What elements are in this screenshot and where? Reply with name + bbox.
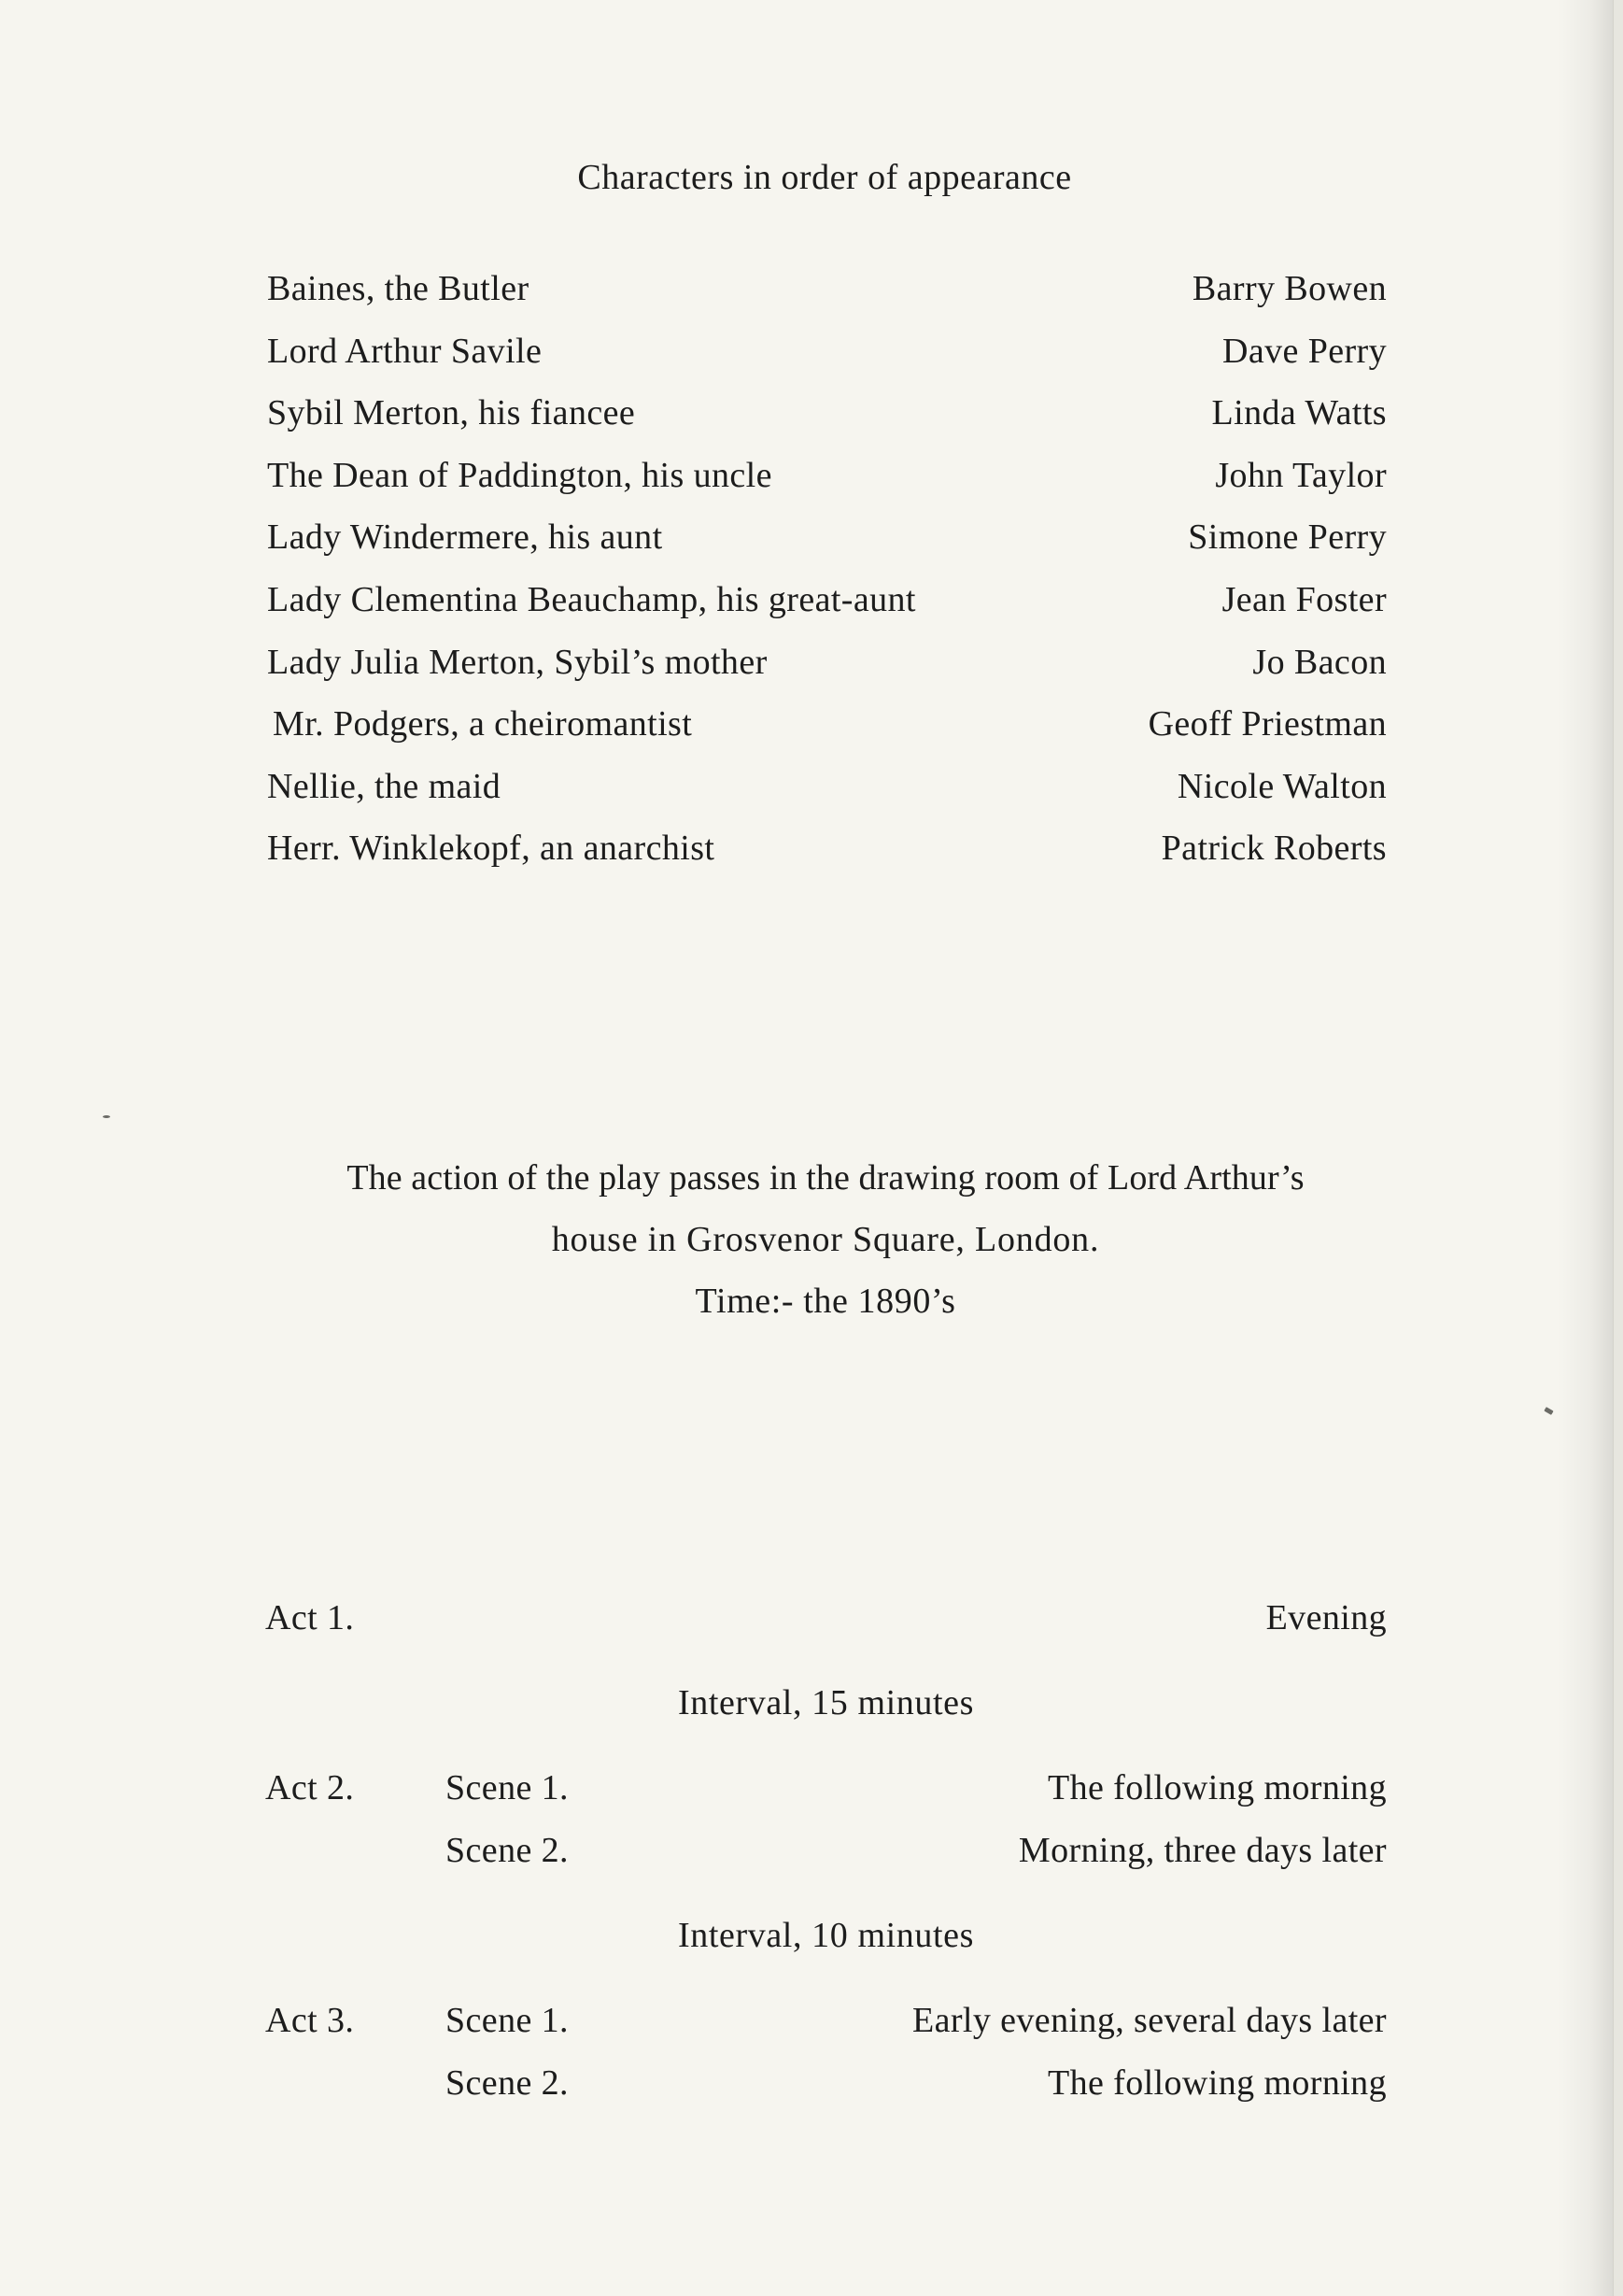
cast-heading: Characters in order of appearance	[577, 158, 1072, 197]
scene-time: Early evening, several days later	[911, 2001, 1387, 2040]
character-name: Mr. Podgers, a cheiromantist	[273, 704, 693, 744]
setting-description	[264, 1147, 1387, 1332]
act-schedule	[265, 1593, 1387, 2116]
scene-row	[265, 2058, 1387, 2108]
actor-name: Barry Bowen	[1192, 269, 1387, 308]
setting-line: house in Grosvenor Square, London.	[551, 1220, 1100, 1259]
cast-row	[267, 637, 1387, 700]
cast-row	[267, 388, 1387, 450]
cast-row	[267, 574, 1387, 637]
act-time: Evening	[1265, 1598, 1387, 1637]
scene-label: Scene 2.	[445, 2063, 569, 2103]
scene-label: Scene 2.	[445, 1831, 569, 1870]
cast-row	[267, 823, 1387, 886]
actor-name: John Taylor	[1215, 455, 1387, 495]
act-row	[265, 1763, 1387, 1813]
setting-line: The action of the play passes in the drawing room of Lord Arthur’s	[346, 1158, 1305, 1198]
character-name: Sybil Merton, his fiancee	[267, 393, 636, 433]
cast-row	[267, 450, 1387, 513]
interval-label: Interval, 10 minutes	[678, 1916, 974, 1955]
cast-row	[267, 326, 1387, 389]
character-name: Herr. Winklekopf, an anarchist	[267, 829, 715, 869]
act-label: Act 3.	[265, 2001, 355, 2040]
scene-label: Scene 1.	[445, 1768, 569, 1807]
page-edge-strip	[1613, 0, 1623, 2296]
scene-time: Morning, three days later	[1018, 1831, 1387, 1870]
cast-row	[267, 512, 1387, 574]
character-name: Lady Julia Merton, Sybil’s mother	[267, 642, 768, 682]
act-row	[265, 1593, 1387, 1643]
actor-name: Linda Watts	[1211, 393, 1387, 433]
cast-list	[267, 263, 1387, 886]
character-name: The Dean of Paddington, his uncle	[267, 455, 772, 495]
actor-name: Patrick Roberts	[1161, 829, 1387, 869]
interval-label: Interval, 15 minutes	[678, 1683, 974, 1722]
act-label: Act 2.	[265, 1768, 355, 1807]
character-name: Baines, the Butler	[267, 269, 529, 308]
actor-name: Simone Perry	[1188, 517, 1387, 558]
scene-time: The following morning	[1047, 2063, 1387, 2103]
cast-row	[267, 761, 1387, 824]
scene-label: Scene 1.	[445, 2001, 569, 2040]
cast-row	[267, 699, 1387, 761]
act-row	[265, 1995, 1387, 2046]
cast-row	[267, 263, 1387, 326]
actor-name: Jean Foster	[1221, 579, 1387, 619]
scene-time: The following morning	[1047, 1768, 1387, 1807]
actor-name: Nicole Walton	[1177, 766, 1387, 806]
actor-name: Dave Perry	[1222, 331, 1387, 371]
paper-speck	[1544, 1407, 1553, 1415]
paper-speck	[103, 1115, 110, 1118]
character-name: Lord Arthur Savile	[267, 331, 543, 371]
scene-row	[265, 1825, 1387, 1876]
character-name: Nellie, the maid	[267, 766, 501, 806]
character-name: Lady Windermere, his aunt	[267, 517, 663, 558]
actor-name: Geoff Priestman	[1148, 704, 1387, 744]
time-period: Time:- the 1890’s	[695, 1282, 956, 1321]
actor-name: Jo Bacon	[1252, 642, 1387, 682]
act-label: Act 1.	[265, 1598, 355, 1637]
character-name: Lady Clementina Beauchamp, his great-aunt	[267, 579, 916, 619]
